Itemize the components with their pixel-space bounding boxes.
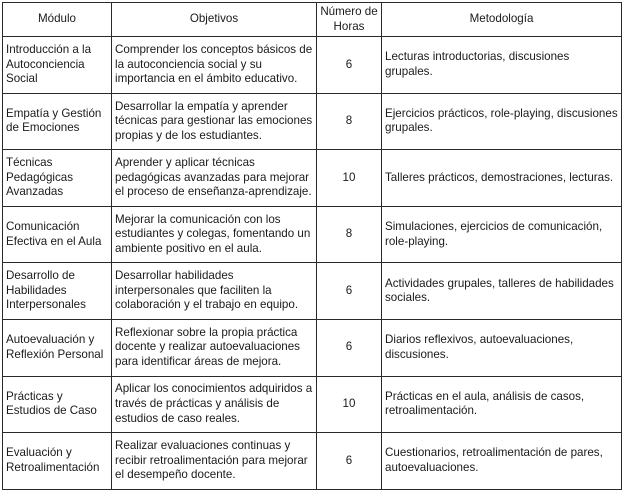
cell-modulo: Empatía y Gestión de Emociones — [3, 93, 112, 150]
cell-metodologia: Simulaciones, ejercicios de comunicación, role-playing. — [382, 206, 622, 263]
cell-objetivos: Comprender los conceptos básicos de la autoconciencia social y su importancia en el ámbito educativo. — [112, 37, 317, 94]
cell-modulo: Introducción a la Autoconciencia Social — [3, 37, 112, 94]
cell-metodologia: Actividades grupales, talleres de habilidades sociales. — [382, 263, 622, 320]
cell-horas: 6 — [317, 263, 382, 320]
cell-objetivos: Desarrollar habilidades interpersonales que faciliten la colaboración y el trabajo en equipo. — [112, 263, 317, 320]
cell-modulo: Autoevaluación y Reflexión Personal — [3, 319, 112, 376]
cell-horas: 6 — [317, 37, 382, 94]
cell-metodologia: Diarios reflexivos, autoevaluaciones, discusiones. — [382, 319, 622, 376]
cell-objetivos: Aplicar los conocimientos adquiridos a través de prácticas y análisis de estudios de caso reales. — [112, 376, 317, 433]
course-modules-table — [2, 2, 622, 490]
table-row — [3, 433, 622, 490]
cell-metodologia: Talleres prácticos, demostraciones, lecturas. — [382, 150, 622, 207]
table-row — [3, 263, 622, 320]
cell-objetivos: Reflexionar sobre la propia práctica docente y realizar autoevaluaciones para identificar áreas de mejora. — [112, 319, 317, 376]
table-row — [3, 37, 622, 94]
cell-horas: 6 — [317, 319, 382, 376]
cell-metodologia: Prácticas en el aula, análisis de casos, retroalimentación. — [382, 376, 622, 433]
header-objetivos: Objetivos — [112, 3, 317, 37]
cell-modulo: Prácticas y Estudios de Caso — [3, 376, 112, 433]
table-row — [3, 206, 622, 263]
cell-horas: 6 — [317, 433, 382, 490]
table-row — [3, 93, 622, 150]
header-horas: Número de Horas — [317, 3, 382, 37]
cell-objetivos: Desarrollar la empatía y aprender técnicas para gestionar las emociones propias y de los estudiantes. — [112, 93, 317, 150]
cell-modulo: Desarrollo de Habilidades Interpersonales — [3, 263, 112, 320]
cell-metodologia: Ejercicios prácticos, role-playing, discusiones grupales. — [382, 93, 622, 150]
table-row — [3, 376, 622, 433]
cell-modulo: Técnicas Pedagógicas Avanzadas — [3, 150, 112, 207]
cell-horas: 10 — [317, 376, 382, 433]
table-header-row — [3, 3, 622, 37]
table-row — [3, 319, 622, 376]
cell-objetivos: Mejorar la comunicación con los estudiantes y colegas, fomentando un ambiente positivo en el aula. — [112, 206, 317, 263]
cell-modulo: Evaluación y Retroalimentación — [3, 433, 112, 490]
cell-modulo: Comunicación Efectiva en el Aula — [3, 206, 112, 263]
cell-objetivos: Realizar evaluaciones continuas y recibir retroalimentación para mejorar el desempeño docente. — [112, 433, 317, 490]
cell-metodologia: Cuestionarios, retroalimentación de pares, autoevaluaciones. — [382, 433, 622, 490]
cell-horas: 10 — [317, 150, 382, 207]
cell-metodologia: Lecturas introductorias, discusiones grupales. — [382, 37, 622, 94]
header-metodologia: Metodología — [382, 3, 622, 37]
table-row — [3, 150, 622, 207]
cell-horas: 8 — [317, 93, 382, 150]
cell-objetivos: Aprender y aplicar técnicas pedagógicas avanzadas para mejorar el proceso de enseñanza-aprendizaje. — [112, 150, 317, 207]
header-modulo: Módulo — [3, 3, 112, 37]
cell-horas: 8 — [317, 206, 382, 263]
